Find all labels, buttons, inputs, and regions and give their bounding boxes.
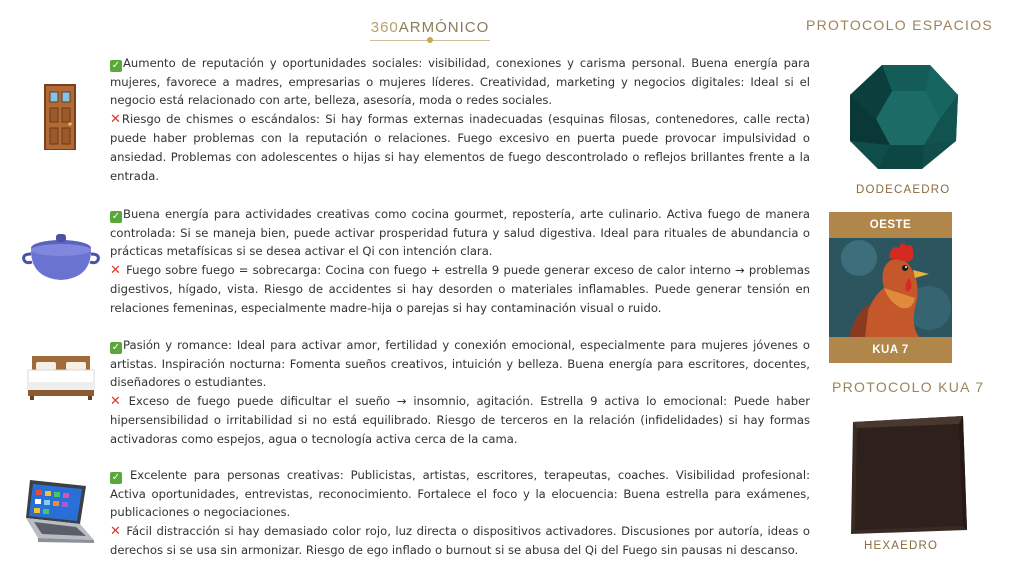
positive-item	[110, 205, 810, 261]
cooking-pot-icon	[22, 226, 100, 286]
check-icon: ✓	[111, 211, 121, 222]
section-title-kua: PROTOCOLO KUA 7	[832, 379, 985, 395]
kua-direction-label: OESTE	[829, 212, 952, 238]
negative-text: Exceso de fuego puede dificultar el sueño → insomnio, agitación. Estrella 9 activa lo emocional: Puede haber hipersensibilidad o irritabilidad si no está equilibrado. Riesgo de terceros en la relación (infidelidades) si hay formas activadoras como espejos, agua o tecnología activa cerca de la cama.	[110, 393, 810, 446]
cross-icon: ✕	[110, 393, 121, 409]
dodecahedron-caption: DODECAEDRO	[856, 184, 951, 196]
hexahedron-icon	[845, 414, 969, 536]
text-block-door	[110, 54, 810, 185]
section-title-espacios: PROTOCOLO ESPACIOS	[806, 17, 994, 33]
positive-item	[110, 466, 810, 522]
check-icon: ✓	[111, 342, 121, 353]
check-icon: ✓	[111, 472, 121, 483]
cross-icon: ✕	[110, 262, 121, 278]
hexahedron-caption: HEXAEDRO	[864, 540, 939, 552]
negative-item	[110, 261, 810, 318]
cross-icon: ✕	[110, 111, 121, 127]
positive-item	[110, 336, 810, 392]
logo-word: ARMÓNICO	[398, 19, 490, 36]
negative-item	[110, 522, 810, 560]
logo-dot-icon	[427, 37, 433, 43]
bed-icon	[26, 352, 96, 402]
positive-item	[110, 54, 810, 110]
laptop-icon	[20, 476, 98, 548]
text-block-office	[110, 466, 810, 560]
negative-item	[110, 110, 810, 185]
positive-text: Pasión y romance: Ideal para activar amor, fertilidad y conexión emocional, especialmente para mujeres jóvenes o artistas. Inspiración nocturna: Fomenta sueños creativos, intuición y belleza. Buena energía para escritores, docentes, diseñadores o estudiantes.	[110, 338, 810, 390]
text-block-bedroom	[110, 336, 810, 449]
kua-number-label: KUA 7	[829, 337, 952, 363]
positive-text: Excelente para personas creativas: Publicistas, artistas, escritores, terapeutas, coaches. Visibilidad profesional: Activa oportunidades, entrevistas, reconocimiento. Fortalece el foco y la elocuencia: Buena estrella para exámenes, publicaciones o negociaciones.	[110, 468, 810, 520]
dodecahedron-icon	[844, 61, 964, 173]
kua-card	[829, 212, 952, 363]
logo-number: 360	[370, 19, 399, 36]
text-block-kitchen	[110, 205, 810, 318]
logo-rule	[370, 40, 490, 41]
positive-text: Aumento de reputación y oportunidades sociales: visibilidad, conexiones y carisma personal. Buena energía para mujeres, favorece a madres, empresarias o mujeres líderes. Creatividad, marketing y negocios digitales: Ideal si el negocio está relacionado con arte, belleza, asesoría, moda o redes sociales.	[110, 56, 810, 108]
negative-text: Riesgo de chismes o escándalos: Si hay formas externas inadecuadas (esquinas filosas, contenedores, calle recta) puede haber problemas con la reputación o relaciones. Fuego excesivo en puerta puede provocar impulsividad o ansiedad. Problemas con adolescentes o hijas si hay elementos de fuego descontrolado o reflejos brillantes frente a la entrada.	[110, 111, 810, 183]
negative-item	[110, 392, 810, 449]
door-icon	[44, 84, 76, 150]
check-icon: ✓	[111, 60, 121, 71]
positive-text: Buena energía para actividades creativas como cocina gourmet, repostería, arte culinario. Activa fuego de manera controlada: Si se maneja bien, puede activar prosperidad futura y salud digestiva. Ideal para rituales de abundancia o prácticas metafísicas si se desea activar el Qi con intención clara.	[110, 207, 810, 259]
negative-text: Fuego sobre fuego = sobrecarga: Cocina con fuego + estrella 9 puede generar exceso de calor interno → problemas digestivos, hígado, vista. Riesgo de accidentes si hay desorden o materiales inflamables. Puede generar tensión en relaciones femeninas, especialmente madre-hija o parejas si hay contaminación visual o ruido.	[110, 262, 810, 315]
cross-icon: ✕	[110, 523, 121, 539]
negative-text: Fácil distracción si hay demasiado color rojo, luz directa o dispositivos activadores. Discusiones por autoría, ideas o derechos si se usa sin armonizar. Riesgo de ego inflado o burnout si se abusa del Qi del Fuego sin pausas ni descanso.	[110, 523, 810, 558]
rooster-image	[829, 238, 952, 337]
brand-logo	[366, 19, 494, 41]
